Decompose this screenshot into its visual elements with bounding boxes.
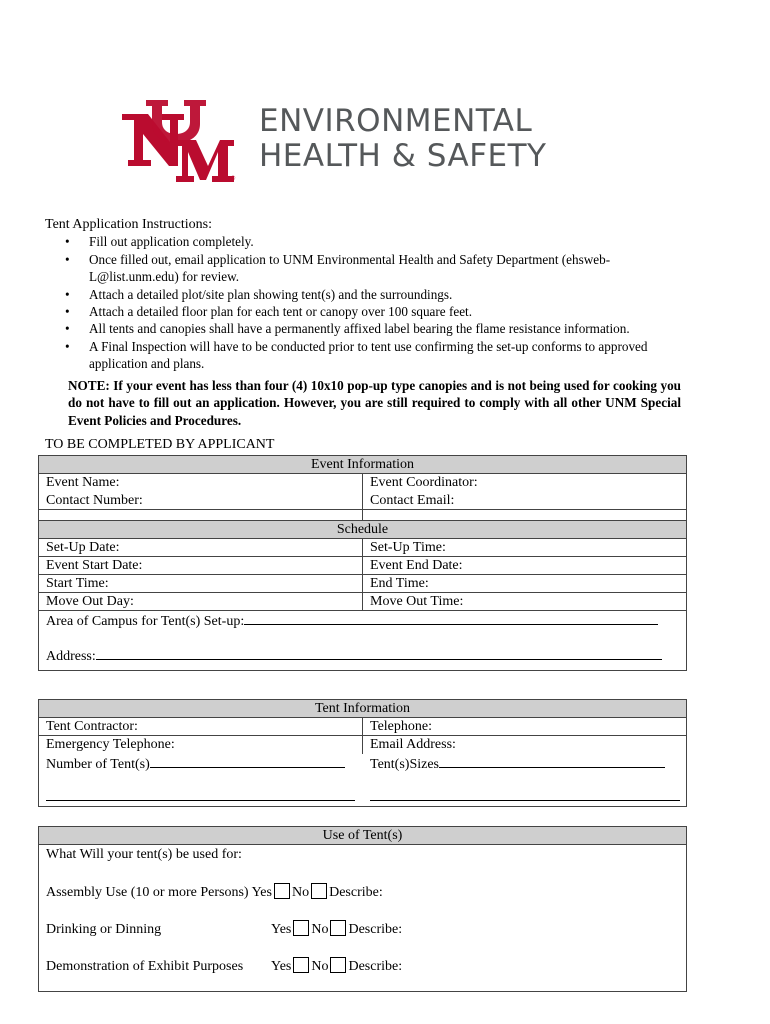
instruction-item: • Fill out application completely. bbox=[65, 233, 690, 250]
event-row-1 bbox=[39, 474, 686, 492]
no-checkbox[interactable] bbox=[330, 957, 346, 973]
area-row bbox=[39, 611, 686, 630]
event-schedule-box bbox=[38, 455, 687, 671]
event-name-field[interactable]: Event Name: bbox=[39, 474, 363, 492]
tent-row-1 bbox=[39, 718, 686, 736]
contact-number-field[interactable]: Contact Number: bbox=[39, 492, 363, 509]
no-label: No bbox=[311, 922, 329, 937]
event-coordinator-field[interactable]: Event Coordinator: bbox=[370, 475, 478, 490]
tent-sizes-field[interactable] bbox=[363, 754, 686, 772]
end-time-field[interactable]: End Time: bbox=[370, 576, 429, 591]
tent-info-header: Tent Information bbox=[39, 700, 686, 718]
no-label: No bbox=[311, 959, 329, 974]
note-text: NOTE: If your event has less than four (4) 10x10 pop-up type canopies and is not being used for cooking you do not have to fill out an application. However, you are still required to comply with all other UNM Special Event Policies and Procedures. bbox=[68, 378, 681, 428]
address-line[interactable] bbox=[96, 646, 662, 660]
tent-row-4 bbox=[39, 787, 686, 805]
ehs-logo bbox=[122, 100, 602, 182]
schedule-row-2 bbox=[39, 557, 686, 575]
yes-label: Yes bbox=[270, 959, 292, 974]
use-box bbox=[38, 826, 687, 992]
tent-info-box bbox=[38, 699, 687, 807]
extra-right-field[interactable] bbox=[363, 787, 686, 805]
logo-line2: HEALTH & SAFETY bbox=[259, 138, 547, 174]
event-end-date-field[interactable]: Event End Date: bbox=[370, 558, 463, 573]
use-row-assembly bbox=[46, 883, 383, 901]
address-field[interactable] bbox=[39, 646, 662, 664]
no-checkbox[interactable] bbox=[311, 883, 327, 899]
schedule-header: Schedule bbox=[39, 521, 686, 539]
describe-label: Describe: bbox=[348, 922, 403, 937]
tent-sizes-label: Tent(s)Sizes bbox=[370, 757, 440, 772]
tent-row-3 bbox=[39, 754, 686, 772]
email-address-field[interactable]: Email Address: bbox=[370, 737, 456, 752]
use-header: Use of Tent(s) bbox=[39, 827, 686, 845]
applicant-heading: TO BE COMPLETED BY APPLICANT bbox=[45, 437, 275, 452]
move-out-time-field[interactable]: Move Out Time: bbox=[370, 594, 464, 609]
schedule-row-3 bbox=[39, 575, 686, 593]
yes-label: Yes bbox=[251, 885, 272, 900]
instructions-list bbox=[65, 233, 690, 372]
number-of-tents-field[interactable] bbox=[39, 754, 363, 772]
yes-label: Yes bbox=[270, 922, 292, 937]
extra-right-line[interactable] bbox=[370, 787, 680, 801]
event-start-date-field[interactable]: Event Start Date: bbox=[39, 557, 363, 574]
event-row-2 bbox=[39, 492, 686, 510]
setup-time-field[interactable]: Set-Up Time: bbox=[370, 540, 446, 555]
yes-checkbox[interactable] bbox=[293, 957, 309, 973]
contact-email-field[interactable]: Contact Email: bbox=[370, 493, 455, 508]
yes-checkbox[interactable] bbox=[293, 920, 309, 936]
extra-left-line[interactable] bbox=[46, 787, 355, 801]
instructions-title: Tent Application Instructions: bbox=[45, 217, 212, 232]
event-info-header: Event Information bbox=[39, 456, 686, 474]
yes-checkbox[interactable] bbox=[274, 883, 290, 899]
instructions-section bbox=[45, 216, 690, 373]
tent-row-2 bbox=[39, 736, 686, 754]
use-row-label: Assembly Use (10 or more Persons) bbox=[46, 885, 249, 900]
emergency-telephone-field[interactable]: Emergency Telephone: bbox=[39, 736, 363, 754]
logo-wordmark bbox=[259, 104, 546, 174]
instruction-item: • Attach a detailed floor plan for each tent or canopy over 100 square feet. bbox=[65, 303, 690, 320]
number-of-tents-label: Number of Tent(s) bbox=[46, 757, 150, 772]
area-label: Area of Campus for Tent(s) Set-up: bbox=[46, 614, 245, 629]
extra-left-field[interactable] bbox=[39, 787, 363, 805]
tent-contractor-field[interactable]: Tent Contractor: bbox=[39, 718, 363, 735]
use-question: What Will your tent(s) be used for: bbox=[46, 847, 242, 862]
describe-label: Describe: bbox=[329, 885, 383, 900]
move-out-day-field[interactable]: Move Out Day: bbox=[39, 593, 363, 610]
describe-label: Describe: bbox=[348, 959, 403, 974]
tent-sizes-line[interactable] bbox=[439, 754, 665, 768]
instruction-item: • All tents and canopies shall have a permanently affixed label bearing the flame resistance information. bbox=[65, 320, 690, 337]
logo-line1: ENVIRONMENTAL bbox=[259, 103, 533, 139]
start-time-field[interactable]: Start Time: bbox=[39, 575, 363, 592]
address-label: Address: bbox=[46, 649, 96, 664]
area-field[interactable] bbox=[39, 611, 658, 630]
area-line[interactable] bbox=[244, 611, 658, 625]
no-label: No bbox=[291, 885, 310, 900]
schedule-row-4 bbox=[39, 593, 686, 611]
use-row-demonstration bbox=[46, 957, 402, 975]
use-row-label: Demonstration of Exhibit Purposes bbox=[46, 959, 244, 974]
no-checkbox[interactable] bbox=[330, 920, 346, 936]
address-row bbox=[39, 646, 686, 664]
svg-text:®: ® bbox=[230, 175, 236, 182]
telephone-field[interactable]: Telephone: bbox=[370, 719, 432, 734]
unm-logo-mark-icon bbox=[122, 100, 234, 182]
instruction-item: • A Final Inspection will have to be conducted prior to tent use confirming the set-up conforms to approved application and plans. bbox=[65, 338, 690, 373]
number-of-tents-line[interactable] bbox=[150, 754, 345, 768]
schedule-row-1 bbox=[39, 539, 686, 557]
use-row-drinking bbox=[46, 920, 402, 938]
instruction-item: • Attach a detailed plot/site plan showing tent(s) and the surroundings. bbox=[65, 286, 690, 303]
spacer bbox=[39, 510, 686, 521]
use-row-label: Drinking or Dinning bbox=[46, 922, 162, 937]
setup-date-field[interactable]: Set-Up Date: bbox=[39, 539, 363, 556]
instruction-item: • Once filled out, email application to UNM Environmental Health and Safety Department (ehsweb-L@list.unm.edu) for review. bbox=[65, 251, 690, 286]
